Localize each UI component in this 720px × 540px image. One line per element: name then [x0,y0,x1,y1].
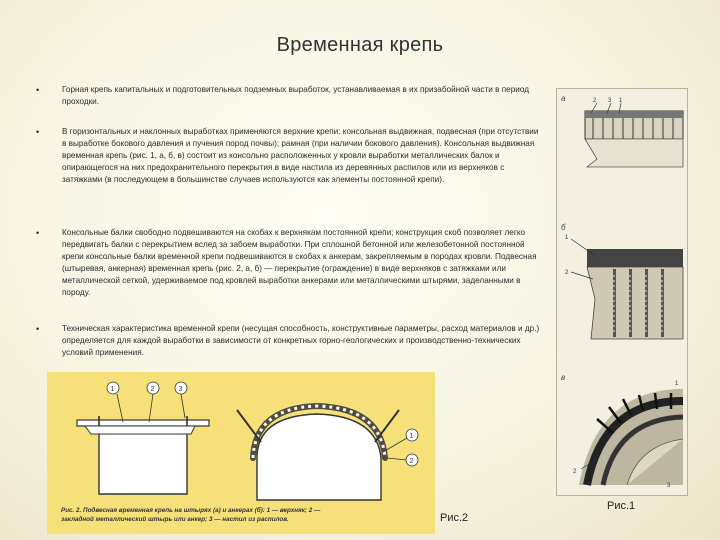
figure-1b-drawing [571,239,683,339]
figure-2-caption: Рис. 2. Подвесная временная крепь на штырях (а) и анкерах (б): 1 — верхняк; 2 — закладной металлический штырь или анкер; 3 — настил из распилов. [61,507,321,523]
figure-2a-callout-3: 3 [178,386,183,393]
figure-2-panel [47,372,435,534]
figure-2b-callout-2: 2 [409,458,414,465]
figure-2a-drawing [77,394,209,494]
figure-1-panel [556,88,688,496]
figure-1c-drawing [579,389,683,485]
slide-title: Временная крепь [276,34,444,56]
figure-2-label: Рис.2 [440,512,469,524]
bullet-text-1: Горная крепь капитальных и подготовительных подземных выработок, устанавливаемая в их призабойной части в период проходки. [62,85,529,106]
figure-2b-callout-1: 1 [409,433,414,440]
figure-1b-callout-2: 2 [565,270,569,276]
figure-1a-callout-3: 3 [608,98,612,104]
figure-1c-callout-2: 2 [573,469,577,475]
figure-2b-drawing [237,406,407,500]
figure-1-label: Рис.1 [607,500,636,512]
figure-1c-callout-1: 1 [675,381,679,387]
figure-1c-callout-3: 3 [667,483,671,489]
bullet-marker-1: • [36,85,40,95]
figure-1a-callout-1: 1 [619,98,623,104]
figure-1c-letter: в [561,373,566,382]
figure-1b-letter: б [561,223,566,232]
bullet-text-4: Техническая характеристика временной крепи (несущая способность, конструктивные параметры, расход материалов и др.) определяется для каждой выработки в зависимости от конкретных горно-геологических и производственно-технических условий применения. [62,324,540,357]
figure-1-drawing [557,89,687,495]
bullet-marker-4: • [36,324,40,334]
figure-1a-letter: а [561,94,566,103]
figure-2a-callout-1: 1 [110,386,115,393]
figure-1a-callout-2: 2 [593,98,597,104]
figure-1b-callout-1: 1 [565,235,569,241]
bullet-text-2: В горизонтальных и наклонных выработках применяются верхние крепи: консольная выдвижная, подвесная (при отсутствии в выработке бокового давления и пучения пород почвы); рамная (при наличии бокового давления). Консольная выдвижная временная крепь (рис. 1, а, б, в) состоит из консольно расположенных у кровли выработки металлических балок и опирающегося на них предохранительного перекрытия в виде настила из деревянных распилов или из верхняков с затяжками (в последующем в большинстве случаев используются как элементы постоянной крепи). [62,127,539,184]
bullet-text-3: Консольные балки свободно подвешиваются на скобах к верхнякам постоянной крепи; конструкция скоб позволяет легко передвигать балки с перекрытием вслед за забоем выработки. При сплошной бетонной или железобетонной постоянной крепи консольные балки временной крепи подвешиваются в скобах к анкерам, закрепляемым в породах кровли. Подвесная (штыревая, анкерная) временная крепь (рис. 2, а, б) — перекрытие (ограждение) в виде верхняков с затяжками или металлической сеткой, удерживаемое под кровлей выработки анкерами или металлическими штырями, заделанными в породу. [62,228,537,297]
bullet-marker-3: • [36,228,40,238]
figure-1a-drawing [585,103,683,167]
bullet-marker-2: • [36,127,40,137]
figure-2a-callout-2: 2 [150,386,155,393]
